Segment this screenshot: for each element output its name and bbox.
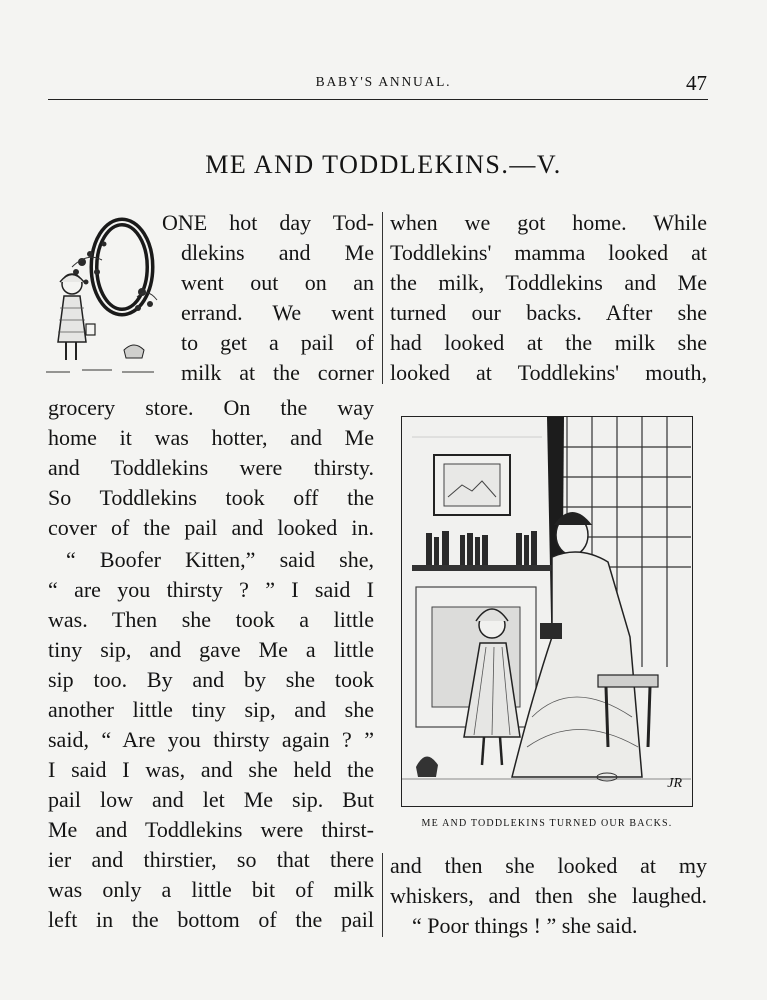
text-line: and Toddlekins were thirsty. (48, 455, 374, 480)
decorative-initial-vignette (42, 212, 162, 387)
page-number: 47 (686, 71, 707, 95)
text-line: when we got home. While (390, 210, 707, 235)
text-line: said, “ Are you thirsty again ? ” (48, 727, 374, 752)
text-line: So Toddlekins took off the (48, 485, 374, 510)
text-line: pail low and let Me sip. But (48, 787, 374, 812)
text-line: cover of the pail and looked in. (48, 515, 374, 540)
text-line: left in the bottom of the pail (48, 907, 374, 932)
text-line: “ are you thirsty ? ” I said I (48, 577, 374, 602)
text-line: another little tiny sip, and she (48, 697, 374, 722)
text-line: sip too. By and by she took (48, 667, 374, 692)
text-line: Toddlekins' mamma looked at (390, 240, 707, 265)
text-line: had looked at the milk she (390, 330, 707, 355)
text-line: was only a little bit of milk (48, 877, 374, 902)
text-line: I said I was, and she held the (48, 757, 374, 782)
text-line: turned our backs. After she (390, 300, 707, 325)
text-line: “ Boofer Kitten,” said she, (66, 547, 374, 572)
text-line: went out on an (181, 270, 374, 295)
story-title: ME AND TODDLEKINS.—V. (205, 150, 562, 179)
text-line: tiny sip, and gave Me a little (48, 637, 374, 662)
illustration (401, 416, 693, 807)
text-line: dlekins and Me (181, 240, 374, 265)
text-line: ONE hot day Tod- (162, 210, 374, 235)
text-line: errand. We went (181, 300, 374, 325)
text-line: “ Poor things ! ” she said. (412, 913, 638, 938)
text-line: grocery store. On the way (48, 395, 374, 420)
text-line: and then she looked at my (390, 853, 707, 878)
text-line: milk at the corner (181, 360, 374, 385)
artist-signature: JR (667, 776, 682, 791)
text-line: home it was hotter, and Me (48, 425, 374, 450)
text-line: ier and thirstier, so that there (48, 847, 374, 872)
text-line: was. Then she took a little (48, 607, 374, 632)
header-rule (48, 99, 708, 100)
illustration-drawing (402, 417, 691, 805)
column-rule (382, 853, 383, 937)
running-head: BABY'S ANNUAL. (315, 74, 452, 89)
text-line: Me and Toddlekins were thirst- (48, 817, 374, 842)
text-line: whiskers, and then she laughed. (390, 883, 707, 908)
illustration-caption: ME AND TODDLEKINS TURNED OUR BACKS. (421, 818, 673, 829)
column-rule (382, 212, 383, 384)
text-line: to get a pail of (181, 330, 374, 355)
text-line: the milk, Toddlekins and Me (390, 270, 707, 295)
text-line: looked at Toddlekins' mouth, (390, 360, 707, 385)
